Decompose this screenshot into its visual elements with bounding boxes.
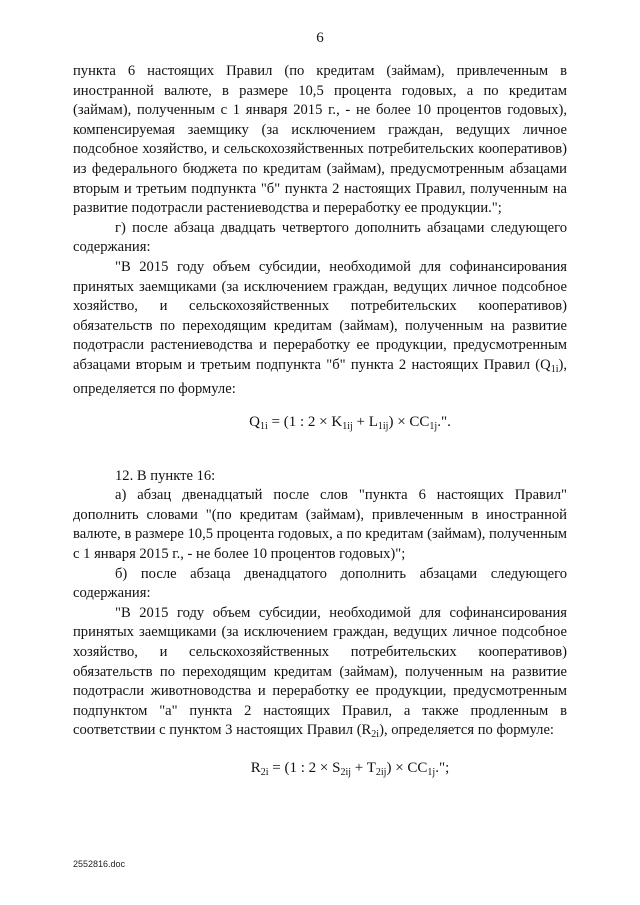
formula-symbol: .". — [437, 414, 451, 431]
subscript: 2ij — [340, 767, 352, 778]
subscript: 1ij — [342, 421, 353, 433]
formula-symbol: R — [250, 760, 261, 776]
paragraph: 12. В пункте 16: — [115, 467, 216, 484]
footer-filename: 2552816.doc — [73, 859, 126, 869]
paragraph: г) после абзаца двадцать четвертого дополнить абзацами следующего содержания: — [73, 219, 567, 256]
formula-symbol: Q — [249, 414, 260, 431]
page-number: 6 — [316, 30, 324, 46]
paragraph — [73, 604, 567, 745]
formula-symbol: + L — [352, 414, 378, 431]
subscript: 2i — [371, 729, 380, 741]
paragraph: пункта 6 настоящих Правил (по кредитам (займам), привлеченным в иностранной валюте, в размере 10,5 процента годовых, а по кредитам (займам), полученным с 1 января 2015 г., - не более 10 процентов годовых), компенсируемая заемщику (за исключением граждан, ведущих личное подсобное хозяйство, и сельскохозяйственных потребительских кооперативов) из федерального бюджета по кредитам (займам), предусмотренным абзацами вторым и третьим подпункта "б" пункта 2 настоящих Правил, полученным на развитие подотрасли растениеводства и переработку ее продукции."; — [73, 63, 567, 217]
formula-symbol: = (1 : 2 × K — [267, 414, 343, 431]
formula-q1i — [133, 413, 567, 437]
paragraph-text: "В 2015 году объем субсидии, необходимой для софинансирования принятых заемщиками (за исключением граждан, ведущих личное подсобное хозяйство, и сельскохозяйственных потребительских кооперативов) обязательств по переходящим кредитам (займам), полученным на развитие подотрасли животноводства и переработку ее продукции, предусмотренным подпунктом "а" пункта 2 настоящих Правил, а также продленным в соответствии с пунктом 3 настоящих Правил (R — [73, 604, 567, 739]
paragraph: а) абзац двенадцатый после слов "пункта 6 настоящих Правил" дополнить словами "(по кредитам (займам), привлеченным в иностранной валюте, в размере 10,5 процента годовых, а по кредитам (займам), полученным с 1 января 2015 г., - не более 10 процентов годовых)"; — [73, 487, 567, 563]
paragraph-text: ), определяется по формуле: — [73, 356, 567, 397]
paragraph — [73, 258, 567, 399]
paragraph: б) после абзаца двенадцатого дополнить абзацами следующего содержания: — [73, 565, 567, 602]
formula-symbol: ) × CC — [388, 414, 430, 431]
subscript: 1j — [429, 421, 438, 433]
paragraph-text: ), определяется по формуле: — [379, 722, 554, 739]
subscript: 2i — [260, 767, 269, 778]
subscript: 1j — [427, 767, 436, 778]
formula-r2i — [133, 759, 567, 783]
subscript: 1i — [260, 421, 268, 433]
subscript: 1ij — [377, 421, 389, 433]
formula-symbol: ."; — [435, 760, 450, 776]
formula-symbol: ) × CC — [386, 760, 428, 776]
document-body — [73, 62, 567, 801]
subscript: 2ij — [375, 767, 387, 778]
paragraph-text: "В 2015 году объем субсидии, необходимой для софинансирования принятых заемщиками (за исключением граждан, ведущих личное подсобное хозяйство, и сельскохозяйственных потребительских кооперативов) обязательств по переходящим кредитам (займам), полученным на развитие подотрасли растениеводства и переработку ее продукции, предусмотренным абзацами вторым и третьим подпункта "б" пункта 2 настоящих Правил (Q — [73, 258, 567, 373]
formula-symbol: + T — [351, 760, 376, 776]
formula-symbol: = (1 : 2 × S — [268, 760, 341, 776]
subscript: 1i — [550, 363, 559, 375]
